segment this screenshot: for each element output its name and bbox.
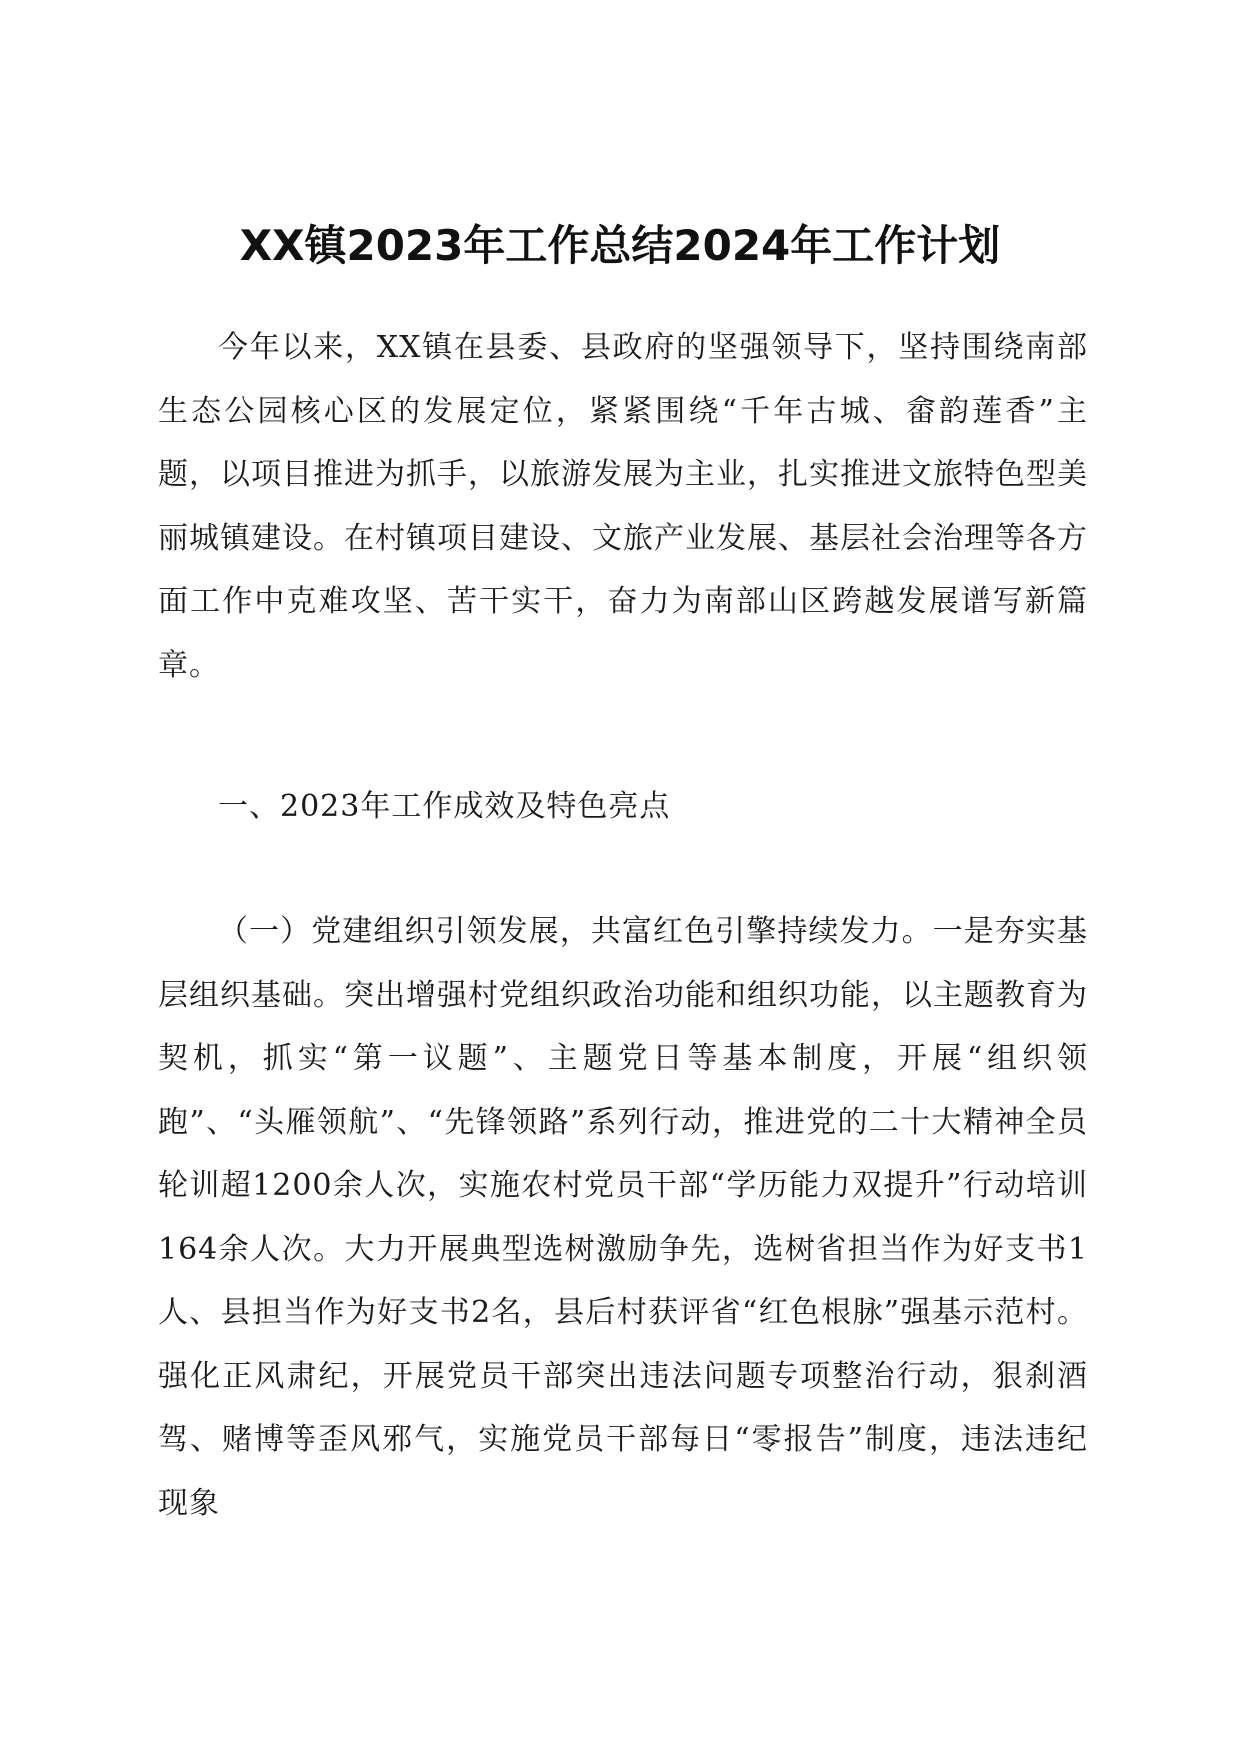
intro-paragraph: 今年以来，XX镇在县委、县政府的坚强领导下，坚持围绕南部生态公园核心区的发展定位，紧紧围绕“千年古城、畲韵莲香”主题，以项目推进为抓手，以旅游发展为主业，扎实推进文旅特色型美丽城镇建设。在村镇项目建设、文旅产业发展、基层社会治理等各方面工作中克难攻坚、苦干实干，奋力为南部山区跨越发展谱写新篇章。 <box>158 330 1088 683</box>
body-paragraph: （一）党建组织引领发展，共富红色引擎持续发力。一是夯实基层组织基础。突出增强村党组织政治功能和组织功能，以主题教育为契机，抓实“第一议题”、主题党日等基本制度，开展“组织领跑”、“头雁领航”、“先锋领路”系列行动，推进党的二十大精神全员轮训超1200余人次，实施农村党员干部“学历能力双提升”行动培训164余人次。大力开展典型选树激励争先，选树省担当作为好支书1人、县担当作为好支书2名，县后村获评省“红色根脉”强基示范村。强化正风肃纪，开展党员干部突出违法问题专项整治行动，狠刹酒驾、赌博等歪风邪气，实施党员干部每日“零报告”制度，违法违纪现象 <box>158 914 1088 1521</box>
document-title: XX镇2023年工作总结2024年工作计划 <box>239 221 1001 271</box>
section-heading: 一、2023年工作成效及特色亮点 <box>218 789 671 824</box>
